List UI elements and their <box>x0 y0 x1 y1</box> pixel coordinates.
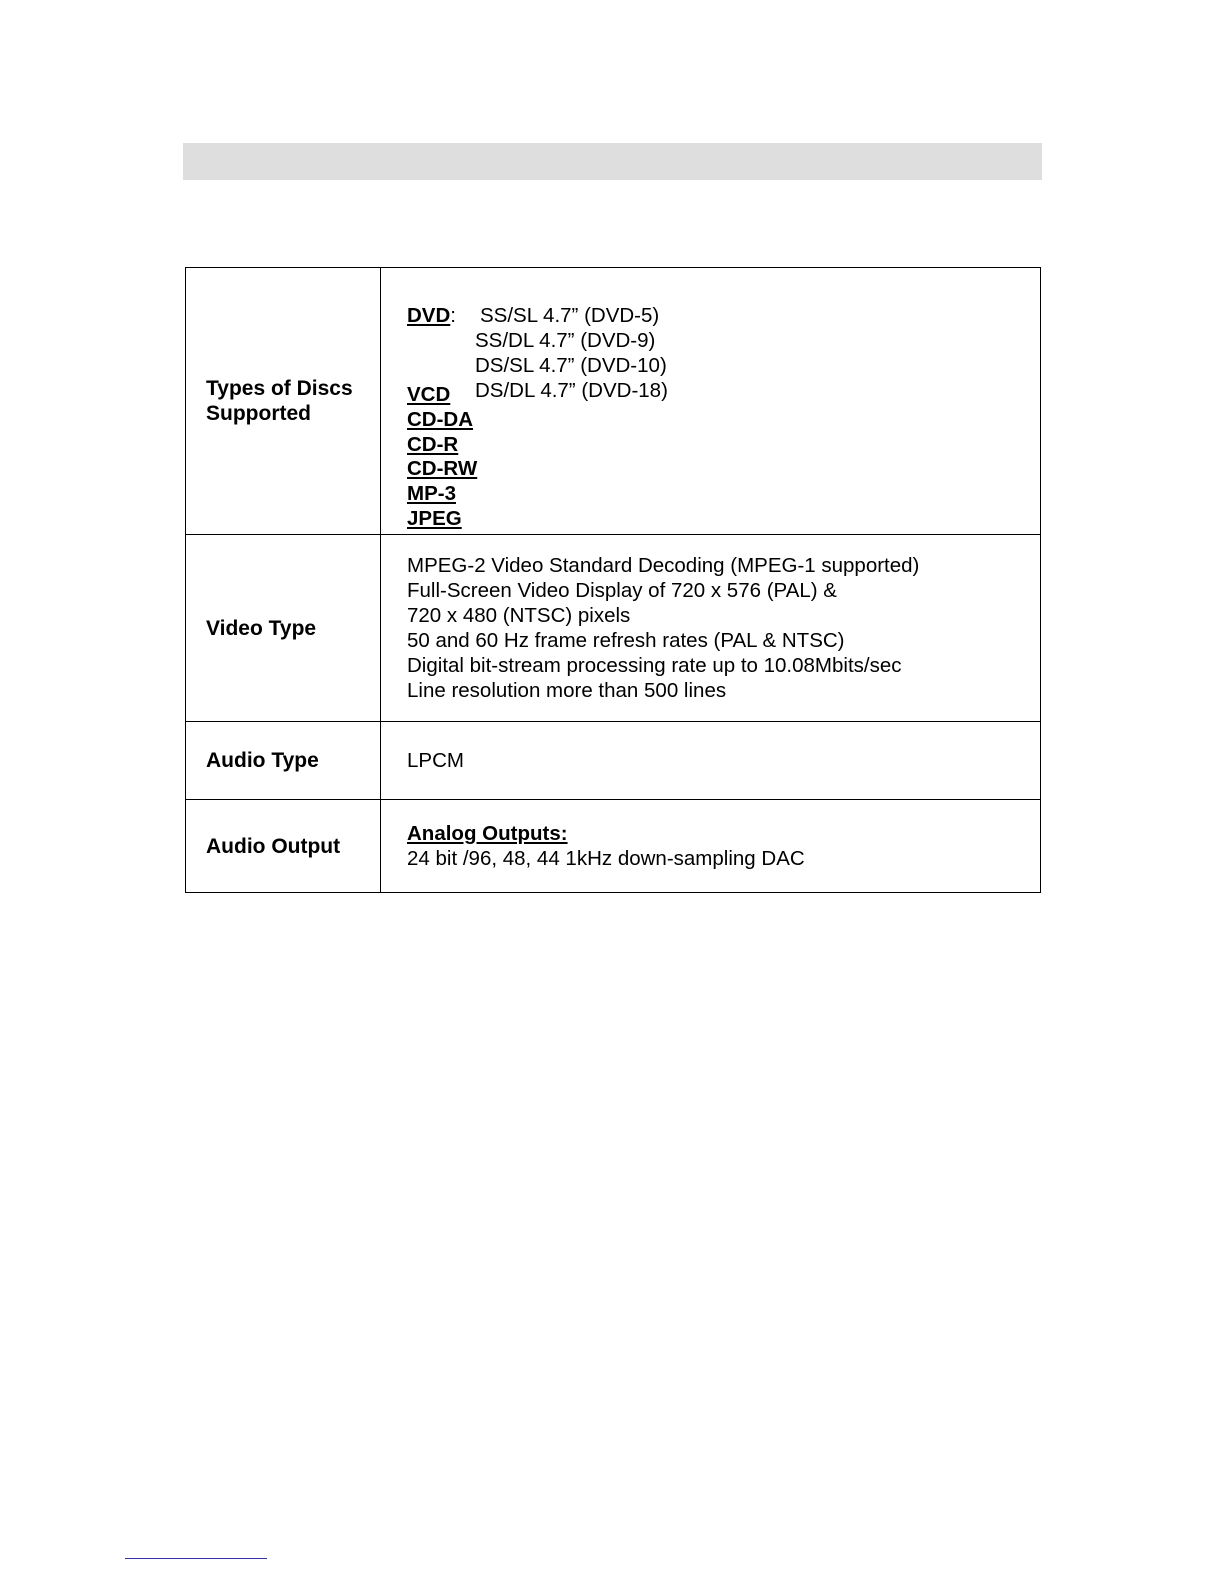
spec-line: Line resolution more than 500 lines <box>407 679 727 702</box>
disc-type: MP-3 <box>407 482 456 506</box>
footer-rule <box>125 1558 267 1559</box>
table-row-disc-types <box>186 268 1041 535</box>
table-row-audio-output <box>186 800 1041 893</box>
spec-line: 720 x 480 (NTSC) pixels <box>407 604 631 627</box>
section-header-bar <box>183 143 1042 180</box>
table-row-audio-type <box>186 722 1041 800</box>
dvd-line <box>407 303 456 328</box>
dvd-label: DVD <box>407 304 451 327</box>
row-label-video-type: Video Type <box>186 535 381 722</box>
disc-type: CD-R <box>407 432 459 456</box>
row-label-audio-output: Audio Output <box>186 800 381 893</box>
spec-line: Digital bit-stream processing rate up to 10.08Mbits/sec <box>407 654 902 677</box>
dvd-format: DS/SL 4.7” (DVD-10) <box>475 354 667 377</box>
dvd-formats <box>475 303 668 403</box>
spec-line: 50 and 60 Hz frame refresh rates (PAL & NTSC) <box>407 629 845 652</box>
disc-types-value <box>381 268 1041 535</box>
disc-type: VCD <box>407 383 451 406</box>
row-label-disc-types <box>186 268 381 535</box>
dvd-format: DS/DL 4.7” (DVD-18) <box>475 379 668 402</box>
spec-line: MPEG-2 Video Standard Decoding (MPEG-1 supported) <box>407 554 920 577</box>
label-line: Types of Discs <box>206 377 353 400</box>
dvd-format: SS/SL 4.7” (DVD-5) <box>480 304 660 327</box>
audio-output-spec: 24 bit /96, 48, 44 1kHz down-sampling DAC <box>407 847 805 870</box>
dvd-format: SS/DL 4.7” (DVD-9) <box>475 329 656 352</box>
specifications-table <box>185 267 1041 893</box>
disc-type: CD-DA <box>407 407 474 431</box>
disc-type-list <box>407 382 477 531</box>
row-label-audio-type: Audio Type <box>186 722 381 800</box>
label-line: Supported <box>206 402 311 425</box>
audio-output-value <box>381 800 1041 893</box>
dvd-colon: : <box>450 304 456 327</box>
disc-type: JPEG <box>407 506 462 530</box>
analog-outputs-title: Analog Outputs: <box>407 822 568 845</box>
video-type-value <box>381 535 1041 722</box>
table-row-video-type <box>186 535 1041 722</box>
audio-type-value: LPCM <box>381 722 1041 800</box>
spec-line: Full-Screen Video Display of 720 x 576 (PAL) & <box>407 579 837 602</box>
disc-type: CD-RW <box>407 457 478 481</box>
